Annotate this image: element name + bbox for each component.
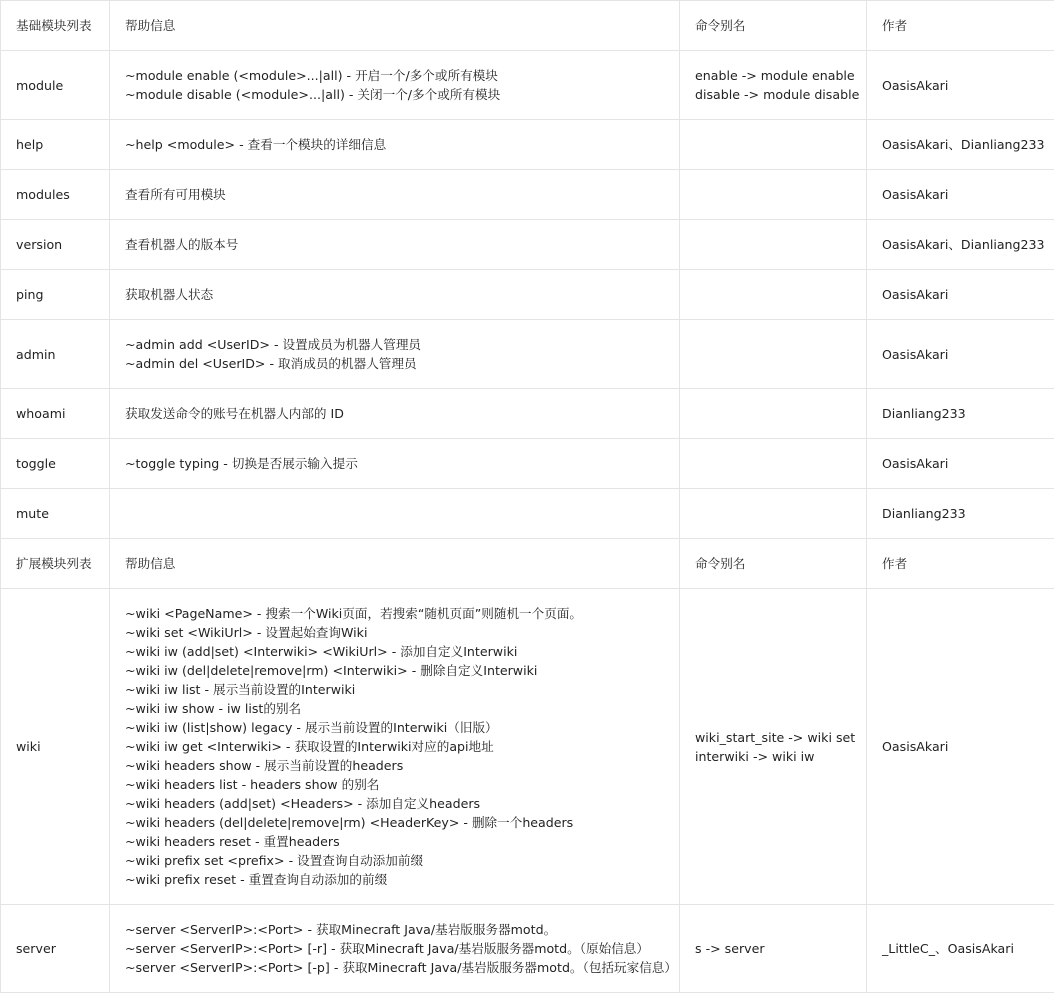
help-info-cell [110,589,680,905]
header-cell: 作者 [867,1,1054,51]
command-alias-cell [680,439,867,489]
help-info-cell-line: ~server <ServerIP>:<Port> - 获取Minecraft Java/基岩版服务器motd。 [125,922,557,937]
command-alias-cell [680,51,867,120]
table-row [1,905,1054,993]
module-table-body [1,1,1054,993]
basic-header-row [1,1,1054,51]
author-cell: OasisAkari [867,51,1054,120]
table-row [1,120,1054,170]
help-info-cell [110,270,680,320]
command-alias-cell [680,120,867,170]
extended-header-row [1,539,1054,589]
help-info-cell-line: ~module enable (<module>...|all) - 开启一个/多个或所有模块 [125,68,498,83]
module-name-cell: admin [1,320,110,389]
table-row [1,220,1054,270]
header-cell: 帮助信息 [110,1,680,51]
author-cell: OasisAkari [867,320,1054,389]
command-alias-cell [680,170,867,220]
command-alias-cell [680,905,867,993]
header-cell: 作者 [867,539,1054,589]
help-info-cell-line: ~wiki iw (add|set) <Interwiki> <WikiUrl> - 添加自定义Interwiki [125,644,518,659]
command-alias-cell [680,389,867,439]
help-info-cell-line: ~wiki prefix reset - 重置查询自动添加的前缀 [125,872,388,887]
command-alias-cell [680,589,867,905]
help-info-cell-line: 查看机器人的版本号 [125,237,239,252]
help-info-cell [110,489,680,539]
help-info-cell [110,905,680,993]
help-info-cell-line: ~wiki headers list - headers show 的别名 [125,777,380,792]
help-info-cell [110,389,680,439]
table-row [1,51,1054,120]
help-info-cell [110,170,680,220]
help-info-cell-line: ~wiki iw get <Interwiki> - 获取设置的Interwiki对应的api地址 [125,739,494,754]
author-cell: Dianliang233 [867,489,1054,539]
table-row [1,439,1054,489]
help-info-cell-line: 获取发送命令的账号在机器人内部的 ID [125,406,344,421]
help-info-cell-line: ~wiki <PageName> - 搜索一个Wiki页面，若搜索“随机页面”则随机一个页面。 [125,606,583,621]
help-info-cell-line: 获取机器人状态 [125,287,214,302]
help-info-cell-line: ~wiki prefix set <prefix> - 设置查询自动添加前缀 [125,853,424,868]
table-row [1,389,1054,439]
help-info-cell-line: ~wiki iw show - iw list的别名 [125,701,302,716]
command-alias-cell [680,320,867,389]
help-info-cell [110,220,680,270]
author-cell: OasisAkari [867,270,1054,320]
help-info-cell-line: ~wiki headers show - 展示当前设置的headers [125,758,404,773]
help-info-cell [110,439,680,489]
module-name-cell: whoami [1,389,110,439]
author-cell: _LittleC_、OasisAkari [867,905,1054,993]
help-info-cell-line: ~wiki headers (add|set) <Headers> - 添加自定义headers [125,796,481,811]
command-alias-cell [680,270,867,320]
table-row [1,270,1054,320]
help-info-cell-line: ~server <ServerIP>:<Port> [-r] - 获取Minecraft Java/基岩版服务器motd。（原始信息） [125,941,649,956]
help-info-cell-line: ~admin del <UserID> - 取消成员的机器人管理员 [125,356,417,371]
help-info-cell [110,51,680,120]
help-info-cell-line: ~module disable (<module>...|all) - 关闭一个/多个或所有模块 [125,87,501,102]
help-info-cell-line: ~help <module> - 查看一个模块的详细信息 [125,137,387,152]
header-cell: 帮助信息 [110,539,680,589]
table-row [1,589,1054,905]
module-name-cell: mute [1,489,110,539]
command-alias-cell-line: enable -> module enable [695,68,855,83]
module-name-cell: toggle [1,439,110,489]
help-info-cell-line: ~wiki set <WikiUrl> - 设置起始查询Wiki [125,625,368,640]
table-row [1,170,1054,220]
author-cell: OasisAkari [867,439,1054,489]
help-info-cell [110,120,680,170]
table-row [1,320,1054,389]
header-cell: 命令别名 [680,1,867,51]
module-name-cell: ping [1,270,110,320]
help-info-cell-line: ~wiki iw (del|delete|remove|rm) <Interwiki> - 删除自定义Interwiki [125,663,538,678]
author-cell: OasisAkari、Dianliang233 [867,120,1054,170]
author-cell: OasisAkari、Dianliang233 [867,220,1054,270]
command-alias-cell [680,489,867,539]
command-alias-cell-line: disable -> module disable [695,87,860,102]
author-cell: OasisAkari [867,170,1054,220]
command-alias-cell-line: wiki_start_site -> wiki set [695,729,856,745]
author-cell: OasisAkari [867,589,1054,905]
help-info-cell-line: ~wiki headers reset - 重置headers [125,834,340,849]
table-row [1,489,1054,539]
module-name-cell: module [1,51,110,120]
author-cell: Dianliang233 [867,389,1054,439]
help-info-cell-line: ~admin add <UserID> - 设置成员为机器人管理员 [125,337,422,352]
module-name-cell: server [1,905,110,993]
command-alias-cell [680,220,867,270]
header-cell: 基础模块列表 [1,1,110,51]
module-name-cell: version [1,220,110,270]
header-cell: 命令别名 [680,539,867,589]
module-name-cell: modules [1,170,110,220]
help-info-cell-line: ~server <ServerIP>:<Port> [-p] - 获取Minecraft Java/基岩版服务器motd。（包括玩家信息） [125,960,677,975]
help-info-cell-line: ~toggle typing - 切换是否展示输入提示 [125,456,358,471]
help-info-cell-line: ~wiki iw (list|show) legacy - 展示当前设置的Interwiki（旧版） [125,720,498,735]
module-name-cell: wiki [1,589,110,905]
help-info-cell [110,320,680,389]
help-info-cell-line: ~wiki iw list - 展示当前设置的Interwiki [125,682,356,697]
command-alias-cell-line: s -> server [695,941,765,956]
help-info-cell-line: ~wiki headers (del|delete|remove|rm) <HeaderKey> - 删除一个headers [125,815,574,830]
command-alias-cell-line: interwiki -> wiki iw [695,748,815,764]
module-name-cell: help [1,120,110,170]
help-info-cell-line: 查看所有可用模块 [125,187,226,202]
header-cell: 扩展模块列表 [1,539,110,589]
